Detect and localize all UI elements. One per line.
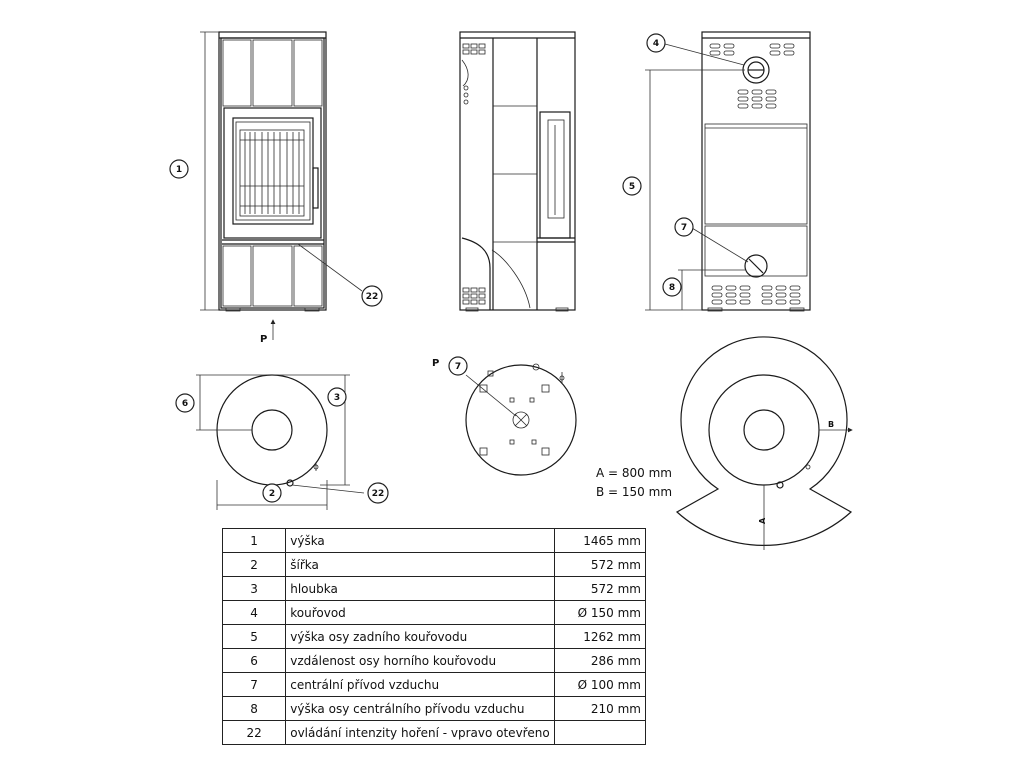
clearance-b: B = 150 mm <box>596 485 673 499</box>
back-vents-bottom <box>712 286 800 304</box>
back-view <box>645 32 810 311</box>
row-description: centrální přívod vzduchu <box>286 673 554 697</box>
callout-7-back <box>675 218 693 236</box>
row-value <box>554 721 645 745</box>
clearance-a: A = 800 mm <box>596 466 672 480</box>
row-number: 1 <box>223 529 286 553</box>
svg-text:8: 8 <box>668 283 676 293</box>
table-row <box>223 553 646 577</box>
callout-4 <box>647 34 665 52</box>
callout-5 <box>623 177 641 195</box>
row-value: 572 mm <box>554 553 645 577</box>
svg-text:7: 7 <box>680 223 688 233</box>
row-description: výška <box>286 529 554 553</box>
row-description: hloubka <box>286 577 554 601</box>
row-description: výška osy centrálního přívodu vzduchu <box>286 697 554 721</box>
svg-text:1: 1 <box>175 165 183 175</box>
door-handle <box>313 168 318 208</box>
row-value: 1262 mm <box>554 625 645 649</box>
table-row <box>223 673 646 697</box>
label-a: A <box>758 517 767 524</box>
row-description: šířka <box>286 553 554 577</box>
row-value: 1465 mm <box>554 529 645 553</box>
svg-text:4: 4 <box>652 39 660 49</box>
callout-6 <box>176 394 194 412</box>
svg-text:3: 3 <box>333 393 341 403</box>
bottom-view <box>466 364 576 475</box>
table-row <box>223 625 646 649</box>
table-row <box>223 577 646 601</box>
row-value: 210 mm <box>554 697 645 721</box>
callout-8 <box>663 278 681 296</box>
row-number: 7 <box>223 673 286 697</box>
side-vents-top <box>463 44 485 104</box>
table-row <box>223 697 646 721</box>
callout-1 <box>170 160 188 178</box>
callout-2 <box>263 484 281 502</box>
svg-text:7: 7 <box>454 362 462 372</box>
row-value: 286 mm <box>554 649 645 673</box>
label-b: B <box>828 420 835 429</box>
back-vents-top <box>710 44 794 108</box>
callout-3 <box>328 388 346 406</box>
row-description: vzdálenost osy horního kouřovodu <box>286 649 554 673</box>
label-p-bottom: P <box>432 358 440 369</box>
svg-text:5: 5 <box>628 182 636 192</box>
row-value: Ø 100 mm <box>554 673 645 697</box>
firebox-grate <box>240 130 304 216</box>
row-number: 8 <box>223 697 286 721</box>
svg-text:22: 22 <box>371 489 385 499</box>
row-number: 3 <box>223 577 286 601</box>
svg-text:2: 2 <box>268 489 276 499</box>
svg-text:22: 22 <box>365 292 379 302</box>
spec-table <box>222 528 646 745</box>
row-value: 572 mm <box>554 577 645 601</box>
row-number: 4 <box>223 601 286 625</box>
row-number: 5 <box>223 625 286 649</box>
table-row <box>223 721 646 745</box>
table-row <box>223 649 646 673</box>
row-description: kouřovod <box>286 601 554 625</box>
row-value: Ø 150 mm <box>554 601 645 625</box>
row-description: výška osy zadního kouřovodu <box>286 625 554 649</box>
callout-22-front <box>362 286 382 306</box>
row-description: ovládání intenzity hoření - vpravo otevřeno <box>286 721 554 745</box>
row-number: 22 <box>223 721 286 745</box>
svg-text:6: 6 <box>181 399 189 409</box>
row-number: 2 <box>223 553 286 577</box>
table-row <box>223 529 646 553</box>
side-vents-bottom <box>463 288 485 304</box>
front-view <box>200 32 362 340</box>
row-number: 6 <box>223 649 286 673</box>
side-view <box>460 32 575 311</box>
callout-22-top <box>368 483 388 503</box>
table-row <box>223 601 646 625</box>
label-p-front: P <box>260 334 268 345</box>
callout-7-bottom <box>449 357 467 375</box>
